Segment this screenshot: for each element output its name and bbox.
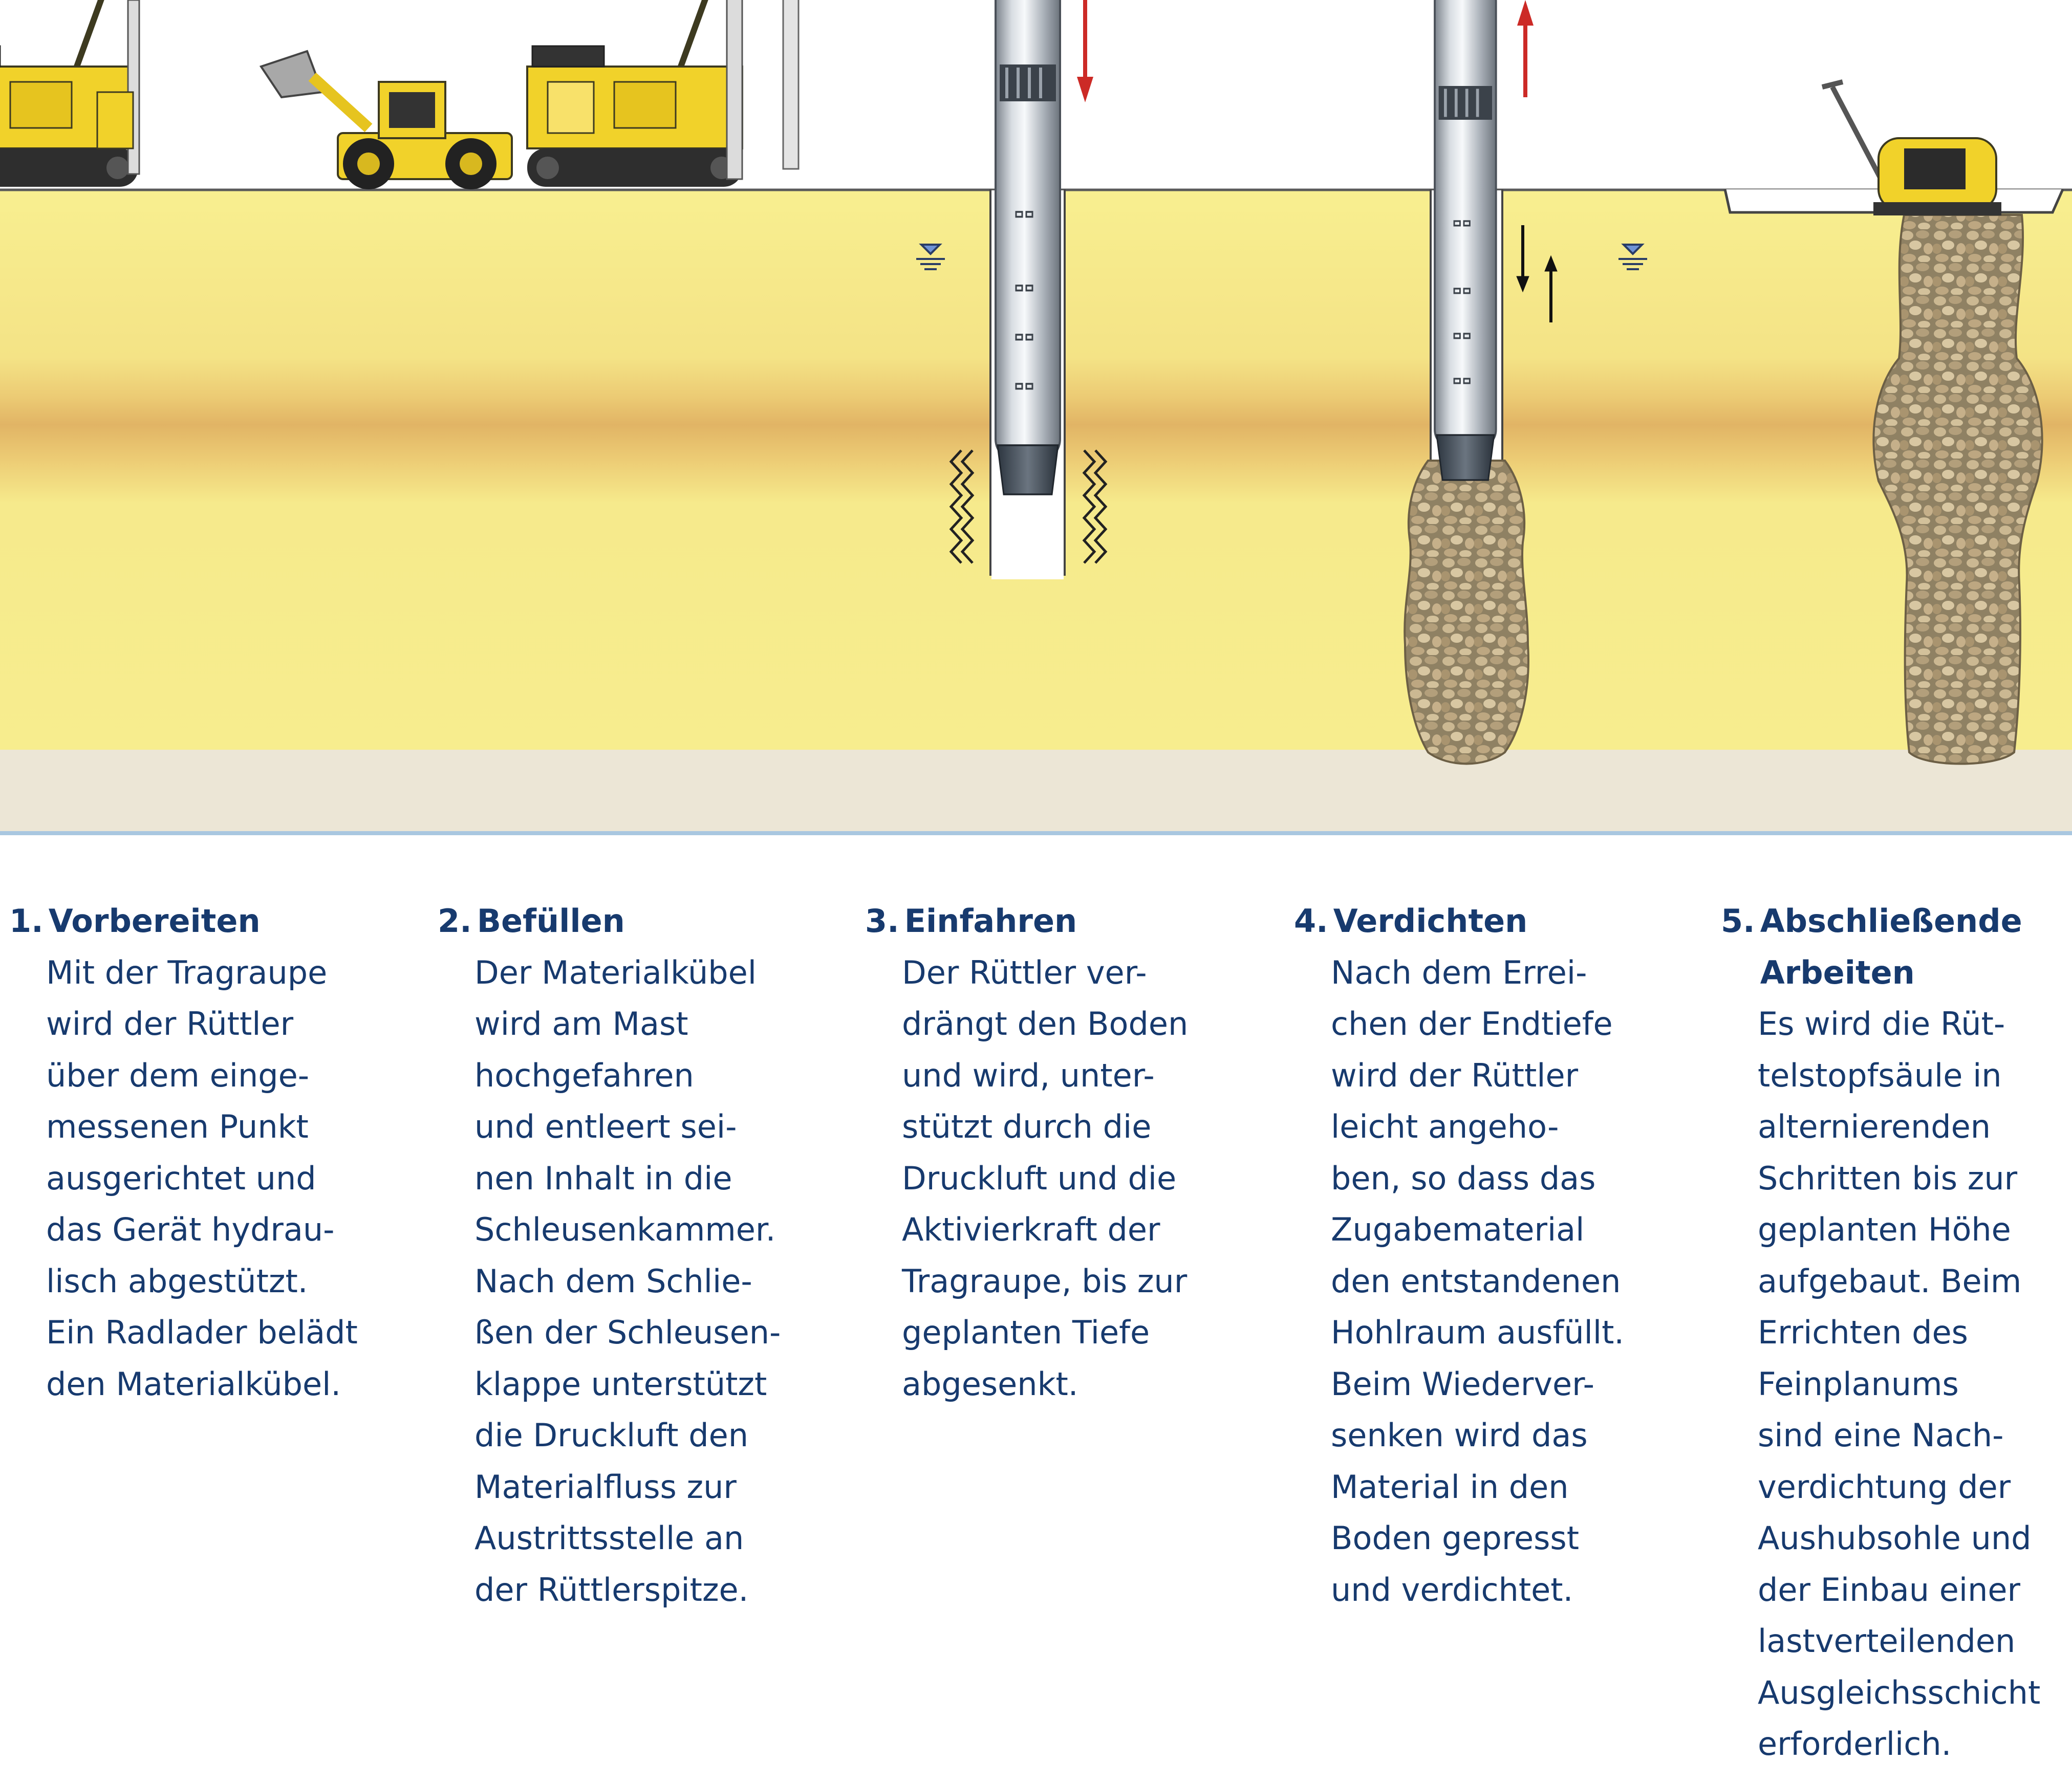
step-description	[9, 947, 419, 1410]
text-line: und verdichtet.	[1331, 1571, 1573, 1608]
title-line: Befüllen	[477, 902, 625, 940]
step-1	[9, 896, 419, 1410]
text-line: senken wird das	[1331, 1417, 1588, 1454]
text-line: lisch abgestützt.	[46, 1262, 308, 1300]
step-number: 4.	[1294, 902, 1328, 940]
text-line: wird der Rüttler	[1331, 1056, 1579, 1094]
text-line: chen der Endtiefe	[1331, 1005, 1613, 1042]
text-line: Tragraupe, bis zur	[902, 1262, 1188, 1300]
title-line: Einfahren	[904, 902, 1077, 940]
text-line: Der Materialkübel	[474, 953, 757, 991]
vibroflot-step4	[1435, 0, 1496, 480]
text-line: über dem einge-	[46, 1056, 310, 1094]
title-line: Verdichten	[1333, 902, 1528, 940]
text-line: Aushubsohle und	[1758, 1519, 2032, 1557]
text-line: klappe unterstützt	[474, 1365, 767, 1403]
text-line: Feinplanums	[1758, 1365, 1959, 1403]
text-line: sind eine Nach-	[1758, 1417, 2004, 1454]
text-line: drängt den Boden	[902, 1005, 1189, 1042]
step-number: 1.	[9, 902, 44, 940]
text-line: messenen Punkt	[46, 1108, 309, 1145]
step-heading	[9, 896, 419, 947]
text-line: Schleusenkammer.	[474, 1211, 776, 1248]
steps-section	[0, 839, 2072, 1783]
text-line: ausgerichtet und	[46, 1159, 316, 1197]
text-line: die Druckluft den	[474, 1417, 749, 1454]
text-line: Ein Radlader belädt	[46, 1314, 358, 1351]
step-5	[1721, 896, 2072, 1770]
bearing-layer	[0, 750, 2072, 832]
text-line: Nach dem Schlie-	[474, 1262, 752, 1300]
text-line: Boden gepresst	[1331, 1519, 1580, 1557]
text-line: aufgebaut. Beim	[1758, 1262, 2022, 1300]
text-line: Schritten bis zur	[1758, 1159, 2018, 1197]
text-line: alternierenden	[1758, 1108, 1991, 1145]
text-line: Nach dem Errei-	[1331, 953, 1587, 991]
step-title	[1755, 896, 2022, 998]
text-line: Druckluft und die	[902, 1159, 1177, 1197]
step-title	[44, 896, 261, 947]
step-number: 2.	[438, 902, 472, 940]
step-title	[899, 896, 1077, 947]
step-description	[1294, 947, 1703, 1616]
text-line: wird der Rüttler	[46, 1005, 294, 1042]
text-line: Beim Wiederver-	[1331, 1365, 1595, 1403]
text-line: geplanten Tiefe	[902, 1314, 1150, 1351]
step-heading	[438, 896, 847, 947]
stone-column-step4	[1405, 461, 1528, 764]
title-line: Arbeiten	[1760, 953, 1915, 991]
text-line: geplanten Höhe	[1758, 1211, 2011, 1248]
text-line: erforderlich.	[1758, 1725, 1952, 1763]
text-line: Der Rüttler ver-	[902, 953, 1147, 991]
text-line: ßen der Schleusen-	[474, 1314, 781, 1351]
step-heading	[1294, 896, 1703, 947]
vibroflot-step3	[996, 0, 1060, 494]
text-line: lastverteilenden	[1758, 1622, 2016, 1660]
text-line: stützt durch die	[902, 1108, 1152, 1145]
step-description	[438, 947, 847, 1616]
text-line: Mit der Tragraupe	[46, 953, 328, 991]
text-line: Material in den	[1331, 1468, 1569, 1506]
text-line: Austrittsstelle an	[474, 1519, 744, 1557]
text-line: Hohlraum ausfüllt.	[1331, 1314, 1625, 1351]
text-line: verdichtung der	[1758, 1468, 2011, 1506]
text-line: Errichten des	[1758, 1314, 1968, 1351]
text-line: ben, so dass das	[1331, 1159, 1596, 1197]
text-line: telstopfsäule in	[1758, 1056, 2002, 1094]
text-line: wird am Mast	[474, 1005, 688, 1042]
text-line: Ausgleichsschicht	[1758, 1673, 2041, 1711]
step-description	[1721, 998, 2072, 1770]
text-line: Es wird die Rüt-	[1758, 1005, 2005, 1042]
step-number: 5.	[1721, 902, 1755, 940]
text-line: abgesenkt.	[902, 1365, 1078, 1403]
text-line: und wird, unter-	[902, 1056, 1155, 1094]
text-line: der Einbau einer	[1758, 1571, 2021, 1608]
text-line: Materialfluss zur	[474, 1468, 737, 1506]
text-line: der Rüttlerspitze.	[474, 1571, 749, 1608]
text-line: hochgefahren	[474, 1056, 694, 1094]
title-line: Vorbereiten	[48, 902, 261, 940]
text-line: nen Inhalt in die	[474, 1159, 732, 1197]
step-3	[865, 896, 1275, 1410]
text-line: den entstandenen	[1331, 1262, 1621, 1300]
step-description	[865, 947, 1275, 1410]
step-title	[472, 896, 625, 947]
step-2	[438, 896, 847, 1616]
step-number: 3.	[865, 902, 899, 940]
step-title	[1328, 896, 1528, 947]
step-4	[1294, 896, 1703, 1616]
title-line: Abschließende	[1760, 902, 2022, 940]
step-heading	[1721, 896, 2072, 998]
text-line: das Gerät hydrau-	[46, 1211, 335, 1248]
step-heading	[865, 896, 1275, 947]
text-line: Zugabematerial	[1331, 1211, 1585, 1248]
text-line: Aktivierkraft der	[902, 1211, 1160, 1248]
text-line: den Materialkübel.	[46, 1365, 341, 1403]
process-illustration	[0, 0, 2072, 839]
text-line: und entleert sei-	[474, 1108, 737, 1145]
text-line: leicht angeho-	[1331, 1108, 1559, 1145]
